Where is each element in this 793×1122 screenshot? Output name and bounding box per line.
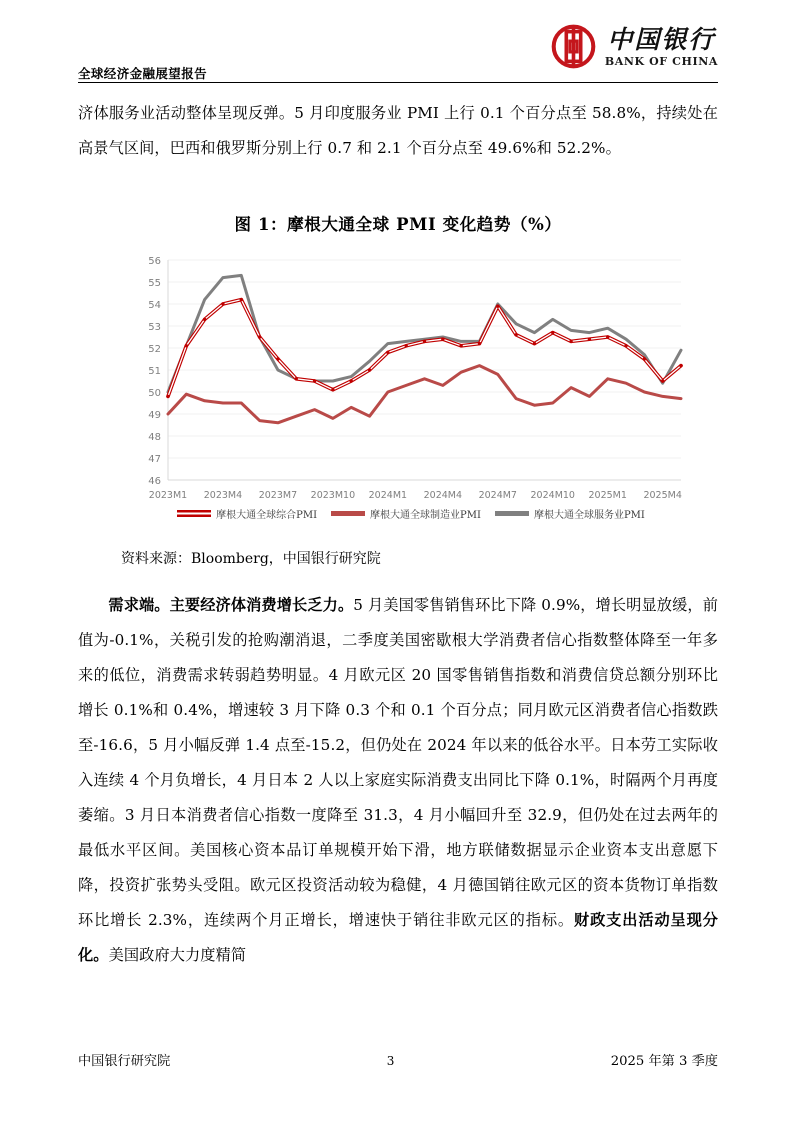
figure-source: 资料来源：Bloomberg，中国银行研究院: [121, 551, 381, 567]
footer-institution: 中国银行研究院: [78, 1054, 171, 1069]
footer-period: 2025 年第 3 季度: [610, 1054, 718, 1069]
fiscal-lead-text: 财政支出活动呈现分化。: [78, 911, 718, 964]
logo-chinese-name: 中国银行: [607, 24, 716, 54]
svg-text:50: 50: [148, 388, 161, 399]
svg-text:2025M1: 2025M1: [588, 490, 627, 501]
footer-page-number: 3: [386, 1054, 395, 1068]
svg-text:52: 52: [148, 344, 161, 355]
legend-swatch-services-icon: [495, 511, 529, 516]
svg-text:48: 48: [148, 432, 161, 443]
legend-label-composite: 摩根大通全球综合PMI: [216, 510, 318, 521]
svg-text:47: 47: [148, 454, 161, 465]
page-header: [78, 24, 718, 86]
svg-text:54: 54: [148, 300, 161, 311]
legend-label-manufacturing: 摩根大通全球制造业PMI: [370, 510, 481, 521]
svg-text:2023M10: 2023M10: [310, 490, 356, 501]
legend-label-services: 摩根大通全球服务业PMI: [533, 510, 645, 521]
svg-text:46: 46: [148, 476, 161, 487]
demand-lead-text: 需求端。主要经济体消费增长乏力。: [108, 596, 354, 614]
svg-text:2023M7: 2023M7: [258, 490, 298, 501]
legend-swatch-manufacturing-icon: [331, 511, 365, 516]
page-footer: [78, 1050, 718, 1069]
svg-text:2025M4: 2025M4: [643, 490, 682, 501]
chart-legend: [133, 506, 689, 521]
report-title: 全球经济金融展望报告: [78, 66, 208, 81]
legend-item-services: [495, 506, 645, 521]
figure-title: 图 1：摩根大通全球 PMI 变化趋势（%）: [234, 215, 562, 234]
header-divider: [78, 82, 718, 83]
svg-text:2023M1: 2023M1: [148, 490, 188, 501]
legend-item-manufacturing: [331, 506, 481, 521]
svg-text:2024M7: 2024M7: [478, 490, 517, 501]
svg-text:49: 49: [148, 410, 161, 421]
legend-item-composite: [177, 506, 317, 521]
legend-swatch-composite-icon: [177, 510, 211, 517]
svg-text:2023M4: 2023M4: [203, 490, 243, 501]
svg-text:55: 55: [148, 278, 161, 289]
chart-canvas: [133, 248, 689, 540]
svg-text:2024M4: 2024M4: [423, 490, 463, 501]
boc-emblem-icon: [551, 24, 596, 69]
svg-text:56: 56: [148, 256, 161, 267]
pmi-line-chart: [133, 248, 689, 540]
svg-text:53: 53: [148, 322, 161, 333]
svg-text:2024M1: 2024M1: [368, 490, 408, 501]
logo-english-name: BANK OF CHINA: [604, 54, 718, 68]
paragraph-continued: 济体服务业活动整体呈现反弹。5 月印度服务业 PMI 上行 0.1 个百分点至 58.8%，持续处在高景气区间，巴西和俄罗斯分别上行 0.7 和 2.1 个百分点至 49.6%和 52.2%。: [78, 104, 718, 157]
svg-text:51: 51: [148, 366, 161, 377]
fiscal-rest-text: 美国政府大力度精简: [108, 946, 247, 964]
demand-rest-text: 5 月美国零售销售环比下降 0.9%，增长明显放缓，前值为-0.1%，关税引发的抢购潮消退，二季度美国密歇根大学消费者信心指数整体降至一年多来的低位，消费需求转弱趋势明显。4 月欧元区 20 国零售销售指数和消费信贷总额分别环比增长 0.1%和 0.4%，增速较 3 月下降 0.3 个和 0.1 个百分点；同月欧元区消费者信心指数跌至-16.6，5 月小幅反弹 1.4 点至-15.2，但仍处在 2024 年以来的低谷水平。日本劳工实际收入连续 4 个月负增长，4 月日本 2 人以上家庭实际消费支出同比下降 0.1%，时隔两个月再度萎缩。3 月日本消费者信心指数一度降至 31.3，4 月小幅回升至 32.9，但仍处在过去两年的最低水平区间。美国核心资本品订单规模开始下滑，地方联储数据显示企业资本支出意愿下降，投资扩张势头受阻。欧元区投资活动较为稳健，4 月德国销往欧元区的资本货物订单指数环比增长 2.3%，连续两个月正增长，增速快于销往非欧元区的指标。: [78, 596, 718, 929]
paragraph-demand: [78, 588, 718, 973]
logo-wordmark: [604, 24, 718, 68]
svg-text:2024M10: 2024M10: [530, 490, 575, 501]
bank-of-china-logo: [551, 24, 718, 69]
